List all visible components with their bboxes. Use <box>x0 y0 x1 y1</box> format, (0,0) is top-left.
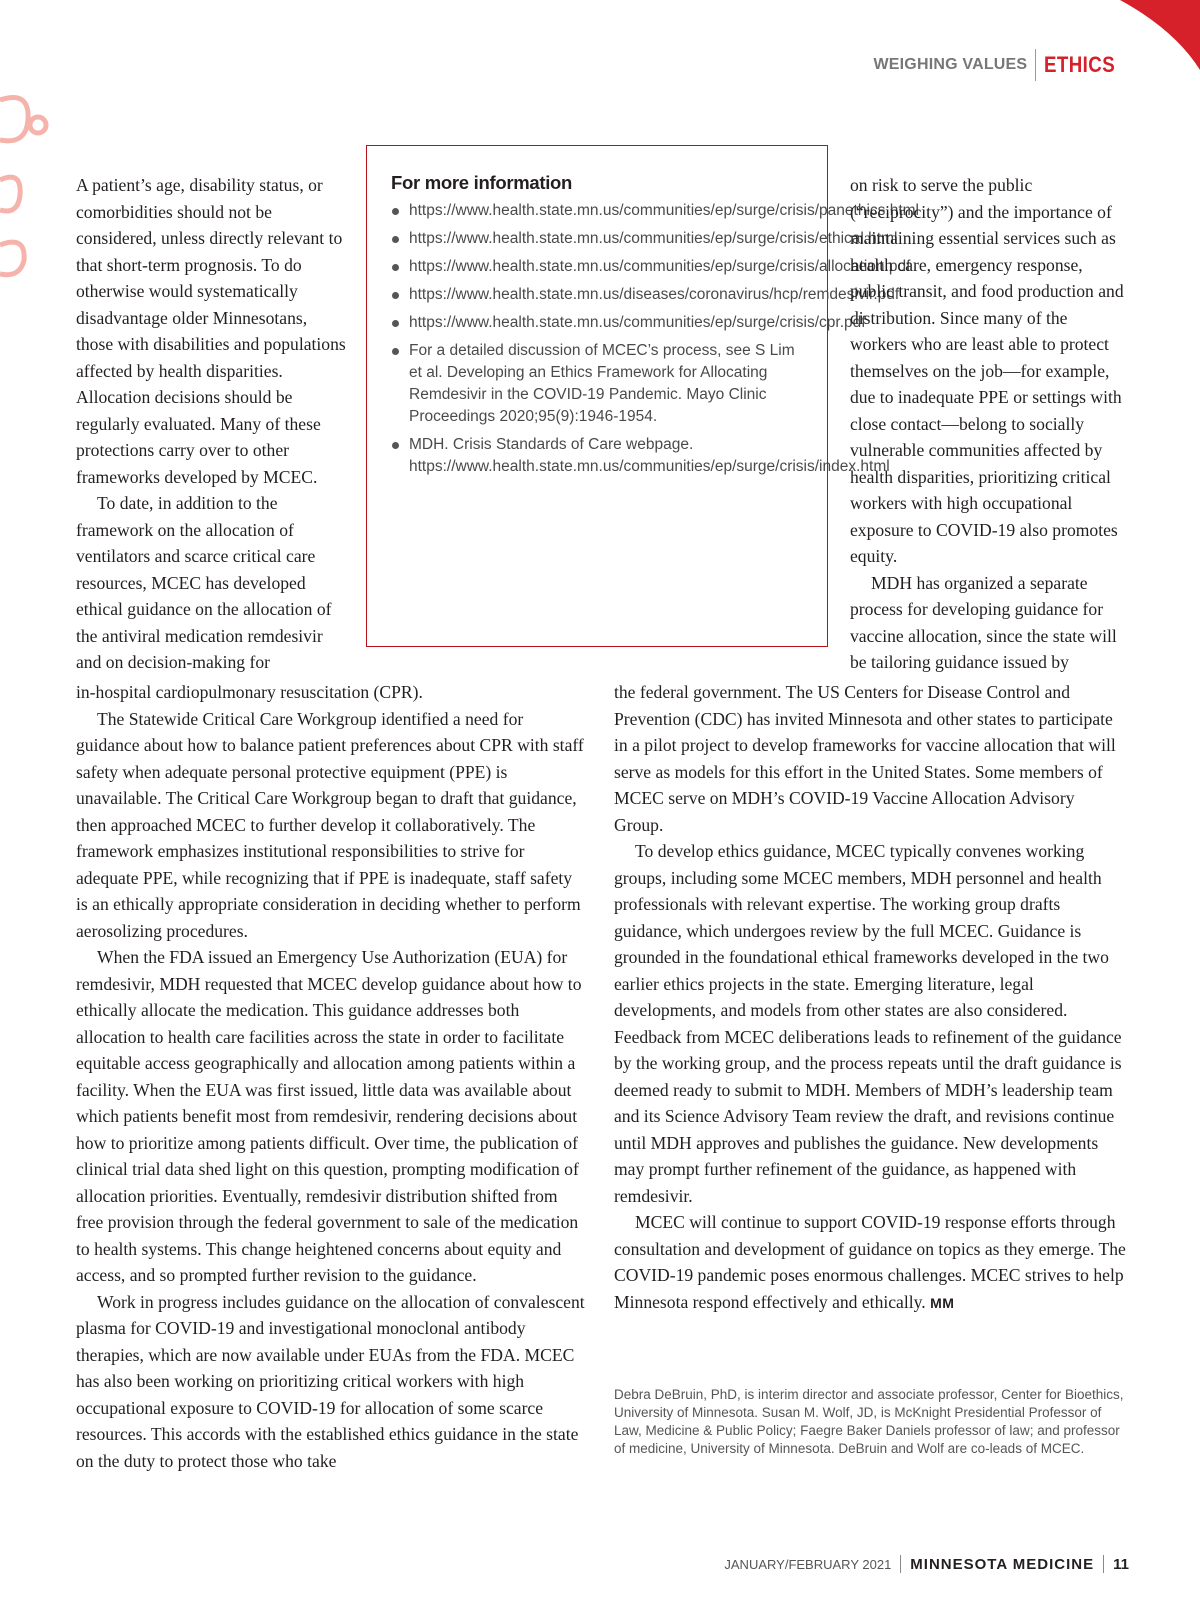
column-left-bottom <box>76 679 586 1474</box>
infobox-link-text[interactable]: https://www.health.state.mn.us/communities/ep/surge/crisis/panethics.html <box>409 202 919 219</box>
paragraph: on risk to serve the public (“reciprocity”) and the importance of maintaining essential services such as health care, emergency response, public transit, and food production and distribution. Since many of the workers who are least able to protect themselves on the job—for example, due to inadequate PPE or settings with close contact—belong to socially vulnerable communities affected by health disparities, prioritizing critical workers with high occupational exposure to COVID-19 also promotes equity. <box>850 175 1124 566</box>
infobox-list <box>391 200 919 478</box>
infobox-link-text[interactable]: MDH. Crisis Standards of Care webpage. https://www.health.state.mn.us/communities/ep/surge/crisis/index.html <box>409 436 890 475</box>
paragraph: in-hospital cardiopulmonary resuscitation (CPR). <box>76 682 423 702</box>
infobox-title: For more information <box>391 172 573 193</box>
paragraph: A patient’s age, disability status, or comorbidities should not be considered, unless directly relevant to that short-term prognosis. To do otherwise would systematically disadvantage older Minnesotans, those with disabilities and populations affected by health disparities. Allocation decisions should be regularly evaluated. Many of these protections carry over to other frameworks developed by MCEC. <box>76 175 346 487</box>
infobox-link-text[interactable]: https://www.health.state.mn.us/diseases/coronavirus/hcp/remdesivir.pdf <box>409 286 900 303</box>
paragraph: To date, in addition to the framework on the allocation of ventilators and scarce critical care resources, MCEC has developed ethical guidance on the allocation of the antiviral medication remdesivir and on decision-making for <box>76 493 332 672</box>
infobox-link-item[interactable] <box>391 228 898 250</box>
bullet-icon <box>392 236 399 243</box>
infobox-link-text[interactable]: https://www.health.state.mn.us/communities/ep/surge/crisis/cpr.pdf <box>409 314 866 331</box>
paragraph: The Statewide Critical Care Workgroup identified a need for guidance about how to balance patient preferences about CPR with staff safety when adequate personal protective equipment (PPE) is unavailable. The Critical Care Workgroup began to draft that guidance, then approached MCEC to further develop it collaboratively. The framework emphasizes institutional responsibilities to strive for adequate PPE, while recognizing that if PPE is inadequate, staff safety is an ethically appropriate consideration in deciding whether to perform aerosolizing procedures. <box>76 708 584 941</box>
column-left-top <box>76 172 348 676</box>
header-divider <box>1035 49 1036 81</box>
column-right-top <box>850 172 1126 676</box>
paragraph-text: MCEC will continue to support COVID-19 response efforts through consultation and development of guidance on topics as they emerge. The COVID-19 pandemic poses enormous challenges. MCEC strives to help Minnesota respond effectively and ethically. <box>614 1212 1126 1312</box>
paragraph: To develop ethics guidance, MCEC typically convenes working groups, including some MCEC members, MDH personnel and health professionals with relevant expertise. The working group drafts guidance, which undergoes review by the full MCEC. Guidance is grounded in the foundational ethical frameworks developed in the two earlier ethics projects in the state. Emerging literature, legal developments, and models from other states are also considered. Feedback from MCEC deliberations leads to refinement of the guidance by the working group, and the process repeats until the draft guidance is deemed ready to submit to MDH. Members of MDH’s leadership team and its Science Advisory Team review the draft, and revisions continue until MDH approves and publishes the guidance. New developments may prompt further refinement of the guidance, as happened with remdesivir. <box>614 841 1122 1206</box>
infobox-link-item[interactable] <box>391 434 890 478</box>
infobox-link-item[interactable] <box>391 256 911 278</box>
paragraph: the federal government. The US Centers for Disease Control and Prevention (CDC) has invited Minnesota and other states to participate in a pilot project to develop frameworks for vaccine allocation that will serve as models for this effort in the United States. Some members of MCEC serve on MDH’s COVID-19 Vaccine Allocation Advisory Group. <box>614 682 1116 835</box>
department-label: ETHICS <box>1044 52 1116 77</box>
author-bio: Debra DeBruin, PhD, is interim director and associate professor, Center for Bioethics, University of Minnesota. Susan M. Wolf, JD, is McKnight Presidential Professor of Law, Medicine & Public Policy; Faegre Baker Daniels professor of law; and professor of medicine, University of Minnesota. DeBruin and Wolf are co-leads of MCEC. <box>614 1387 1124 1456</box>
running-header <box>873 48 1128 82</box>
infobox-link-text[interactable]: https://www.health.state.mn.us/communities/ep/surge/crisis/ethical.html <box>409 230 898 247</box>
virus-graphic-decoration <box>0 60 60 290</box>
infobox-link-item[interactable] <box>391 200 919 222</box>
paragraph: Work in progress includes guidance on the allocation of convalescent plasma for COVID-19 and investigational monoclonal antibody therapies, which are now available under EUAs from the FDA. MCEC has also been working on prioritizing critical workers with high occupational exposure to COVID-19 for allocation of some scarce resources. This accords with the established ethics guidance in the state on the duty to protect those who take <box>76 1291 585 1471</box>
page-footer <box>724 1551 1129 1577</box>
bullet-icon <box>392 320 399 327</box>
footer-divider <box>1103 1555 1104 1573</box>
bullet-icon <box>392 264 399 271</box>
column-right-bottom <box>614 679 1126 1316</box>
issue-date: JANUARY/FEBRUARY 2021 <box>724 1556 892 1572</box>
infobox-link-text[interactable]: https://www.health.state.mn.us/communities/ep/surge/crisis/allocation.pdf <box>409 258 911 275</box>
paragraph: When the FDA issued an Emergency Use Authorization (EUA) for remdesivir, MDH requested that MCEC develop guidance about how to ethically allocate the medication. This guidance addresses both allocation to health care facilities across the state in order to facilitate equitable access geographically and allocation among patients within a facility. When the EUA was first issued, little data was available about which patients benefit most from remdesivir, rendering decisions about how to prioritize among patients difficult. Over time, the publication of clinical trial data shed light on this question, prompting modification of allocation priorities. Eventually, remdesivir distribution shifted from free provision through the federal government to sale of the medication to health systems. This change heightened concerns about equity and access, and so prompted further revision to the guidance. <box>76 947 582 1285</box>
bullet-icon <box>392 442 399 449</box>
infobox-link-item[interactable] <box>391 284 900 306</box>
paragraph-final <box>614 1209 1126 1316</box>
end-mark: MM <box>930 1294 955 1311</box>
page-number: 11 <box>1113 1555 1129 1573</box>
infobox-reference-text: For a detailed discussion of MCEC’s process, see S Lim et al. Developing an Ethics Framework for Allocating Remdesivir in the COVID-19 Pandemic. Mayo Clinic Proceedings 2020;95(9):1946-1954. <box>409 342 795 425</box>
infobox-link-item[interactable] <box>391 312 866 334</box>
more-information-box <box>366 145 919 647</box>
bullet-icon <box>392 292 399 299</box>
magazine-name: MINNESOTA MEDICINE <box>910 1555 1095 1573</box>
bullet-icon <box>392 348 399 355</box>
bullet-icon <box>392 208 399 215</box>
footer-divider <box>900 1555 901 1573</box>
section-label: WEIGHING VALUES <box>873 56 1028 73</box>
infobox-reference-item <box>391 340 809 428</box>
paragraph: MDH has organized a separate process for developing guidance for vaccine allocation, since the state will be tailoring guidance issued by <box>850 572 1117 672</box>
